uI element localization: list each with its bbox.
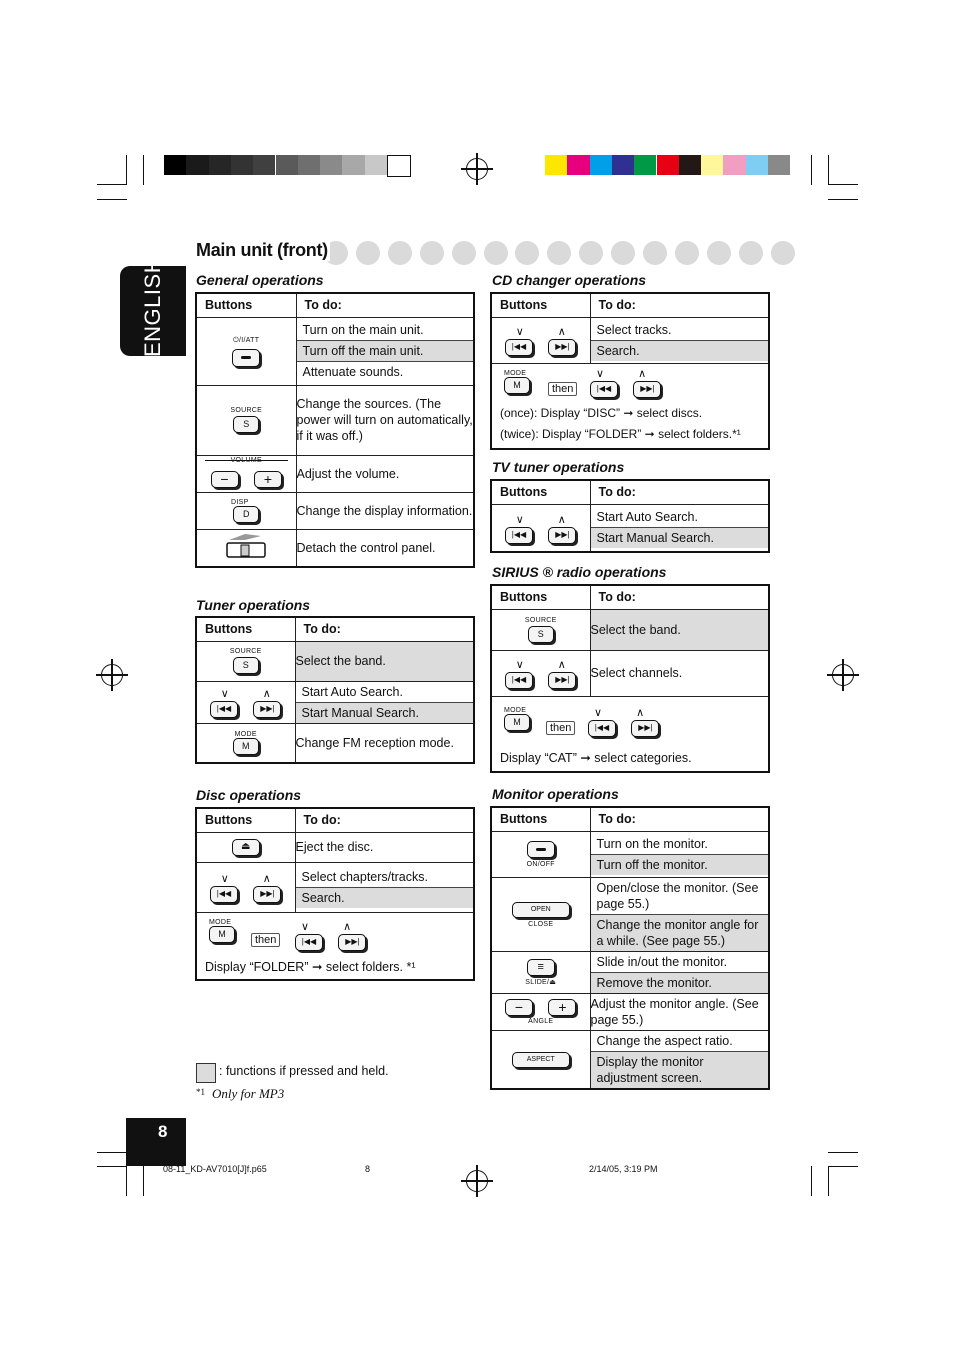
color-swatch [701,155,723,175]
decoration-circle [643,241,667,265]
color-swatch [723,155,745,175]
disp-button[interactable]: D [233,506,259,523]
next-track-button[interactable]: ▶▶| [548,339,576,356]
mode-button-label: MODE [209,918,232,926]
column-header-todo: To do: [295,617,474,641]
language-tab-edge [176,266,186,356]
crop-mark [97,1166,127,1167]
source-button-label: SOURCE [230,407,263,414]
footer-page: 8 [365,1164,371,1174]
power-button[interactable] [232,349,260,367]
monitor-aspect-button[interactable]: ASPECT [512,1052,570,1068]
crop-mark [126,1166,127,1196]
grey-swatch [387,155,411,177]
color-swatch [634,155,656,175]
general-disp-todo: Change the display information. [296,492,474,529]
mode-button[interactable]: M [504,714,530,731]
monitor-slide-todo: Remove the monitor. [591,972,769,993]
then-arrow: then [546,721,575,735]
language-tab-label: ENGLISH [140,256,165,357]
crop-mark [828,1166,829,1196]
volume-label: VOLUME [205,460,288,465]
chevron-down-icon: ∨ [220,688,229,700]
footer-file: 08-11_KD-AV7010[J]f.p65 [163,1164,267,1174]
chevron-down-icon: ∨ [220,873,229,885]
prev-track-button[interactable]: |◀◀ [588,720,616,737]
crop-mark [126,155,127,185]
crop-mark [828,184,858,185]
sirius-band-todo: Select the band. [590,609,769,650]
monitor-aspect-todo: Change the aspect ratio. [596,1033,733,1048]
decoration-circle [452,241,476,265]
close-label: CLOSE [528,921,554,928]
source-button-label: SOURCE [229,648,262,655]
press-hold-legend-swatch [196,1063,216,1083]
cd-skip-todo: Search. [591,340,769,361]
column-header-todo: To do: [590,480,769,504]
next-track-button[interactable]: ▶▶| [253,886,281,903]
eject-button[interactable]: ⏏ [232,839,260,856]
mode-button-label: MODE [504,369,527,377]
general-volume-todo: Adjust the volume. [296,455,474,492]
monitor-aspect-todo: Display the monitor adjustment screen. [591,1051,769,1088]
registration-mark [832,664,854,686]
source-button[interactable]: S [528,626,554,643]
column-header-buttons: Buttons [491,293,590,317]
column-header-buttons: Buttons [491,480,590,504]
tv-tuner-operations-table [490,479,770,553]
mode-button-label: MODE [504,706,527,714]
disc-eject-todo: Eject the disc. [295,832,474,862]
column-header-buttons: Buttons [491,585,590,609]
monitor-onoff-todo: Turn off the monitor. [591,854,769,875]
source-button[interactable]: S [233,416,259,433]
grey-swatch [276,155,298,175]
crop-mark [828,1166,858,1167]
column-header-buttons: Buttons [196,293,296,317]
column-header-todo: To do: [295,808,474,832]
decoration-circle [547,241,571,265]
decoration-circle [611,241,635,265]
registration-mark [466,158,488,180]
grey-swatch [164,155,186,175]
column-header-buttons: Buttons [491,807,590,831]
crop-mark [97,199,127,200]
chevron-up-icon: ∧ [262,873,271,885]
chevron-down-icon: ∨ [515,326,524,338]
power-button-label: ⏻/I/ATT [233,337,260,344]
column-header-todo: To do: [590,585,769,609]
volume-down-button[interactable]: − [211,471,239,488]
tuner-mode-todo: Change FM reception mode. [295,723,474,763]
general-source-todo: Change the sources. (The power will turn on automatically, if it was off.) [296,385,474,455]
column-header-buttons: Buttons [196,617,295,641]
crop-mark [97,1152,127,1153]
decoration-circle [420,241,444,265]
color-swatch [612,155,634,175]
general-operations-title: General operations [196,272,324,288]
decoration-circle [484,241,508,265]
sirius-channel-todo: Select channels. [590,650,769,696]
color-swatch [746,155,768,175]
press-hold-legend-text: : functions if pressed and held. [219,1064,389,1078]
decoration-circle [707,241,731,265]
detach-panel-icon[interactable] [223,530,269,562]
general-power-todo: Attenuate sounds. [297,361,474,382]
monitor-slide-todo: Slide in/out the monitor. [596,954,728,969]
cd-twice-note: (twice): Display “FOLDER” ➞ select folders.*¹ [500,426,741,441]
monitor-operations-table [490,806,770,1090]
crop-mark [143,155,144,185]
disc-operations-title: Disc operations [196,787,302,803]
monitor-open-button[interactable]: OPEN [512,902,570,918]
color-swatch [567,155,589,175]
grey-swatch [186,155,208,175]
tv-tuner-operations-title: TV tuner operations [492,459,625,475]
color-swatch [679,155,701,175]
decoration-circle [388,241,412,265]
page-number: 8 [158,1122,168,1141]
crop-mark [97,184,127,185]
page-title: Main unit (front) [196,240,328,260]
cd-changer-operations-table [490,292,770,450]
chevron-down-icon: ∨ [515,513,524,526]
chevron-up-icon: ∧ [557,513,566,526]
sirius-cat-note: Display “CAT” ➞ select categories. [500,750,692,765]
tv-search-todo: Start Auto Search. [596,510,698,525]
angle-label: ANGLE [528,1017,554,1025]
chevron-up-icon: ∧ [343,920,352,933]
monitor-onoff-button[interactable] [527,841,555,858]
registration-mark [466,1170,488,1192]
sirius-operations-table [490,584,770,773]
grey-swatch [342,155,364,175]
chevron-up-icon: ∧ [638,367,647,380]
angle-up-button[interactable]: + [548,999,576,1016]
cd-skip-todo: Select tracks. [596,322,672,337]
tuner-operations-table [195,616,475,764]
color-swatch [545,155,567,175]
angle-down-button[interactable]: − [505,999,533,1016]
general-detach-todo: Detach the control panel. [296,529,474,567]
crop-mark [811,155,812,185]
crop-mark [143,1166,144,1196]
registration-mark [101,664,123,686]
next-track-button[interactable]: ▶▶| [548,527,576,544]
grey-swatch [209,155,231,175]
color-swatch [768,155,790,175]
chevron-down-icon: ∨ [594,706,603,719]
chevron-down-icon: ∨ [301,920,310,933]
decoration-circle [739,241,763,265]
mode-button-label: MODE [234,730,257,738]
source-button-label: SOURCE [524,616,557,624]
monitor-onoff-todo: Turn on the monitor. [596,836,708,851]
slide-label: SLIDE/⏏ [525,978,557,986]
crop-mark [828,155,829,185]
column-header-buttons: Buttons [196,808,295,832]
decoration-circle [515,241,539,265]
chevron-down-icon: ∨ [515,659,524,671]
volume-up-button[interactable]: + [254,471,282,488]
prev-track-button[interactable]: |◀◀ [210,886,238,903]
minus-icon [536,848,546,851]
prev-track-button[interactable]: |◀◀ [590,381,618,398]
chevron-up-icon: ∧ [636,706,645,719]
column-header-todo: To do: [590,293,769,317]
tuner-search-todo: Start Manual Search. [296,702,474,723]
tv-search-todo: Start Manual Search. [591,527,769,548]
sirius-operations-title: SIRIUS ® radio operations [492,564,667,580]
next-track-button[interactable]: ▶▶| [633,381,661,398]
disc-skip-todo: Select chapters/tracks. [301,869,428,884]
disp-button-label: DISP [231,498,249,506]
next-track-button[interactable]: ▶▶| [253,701,281,718]
disc-folder-note: Display “FOLDER” ➞ select folders. *¹ [205,959,416,974]
grey-swatch [365,155,387,175]
footnote-text: Only for MP3 [212,1086,285,1101]
crop-mark [828,199,858,200]
general-operations-table [195,292,475,568]
cd-once-note: (once): Display “DISC” ➞ select discs. [500,405,703,420]
monitor-operations-title: Monitor operations [492,786,619,802]
page-number-box [126,1118,186,1166]
decoration-circle [579,241,603,265]
tuner-search-todo: Start Auto Search. [301,684,403,699]
next-track-button[interactable]: ▶▶| [548,672,576,689]
crop-mark [828,1152,858,1153]
color-swatch [657,155,679,175]
grey-swatch [253,155,275,175]
chevron-down-icon: ∨ [596,367,605,380]
monitor-angle-todo: Adjust the monitor angle. (See page 55.) [590,993,769,1030]
prev-track-button[interactable]: |◀◀ [295,934,323,951]
cd-changer-operations-title: CD changer operations [492,272,647,288]
footnote-mark: *1 [196,1087,205,1097]
monitor-slide-button[interactable]: ≡ [527,959,555,976]
monitor-open-todo: Open/close the monitor. (See page 55.) [596,880,759,911]
mode-button[interactable]: M [233,738,259,755]
chevron-up-icon: ∧ [262,688,271,700]
prev-track-button[interactable]: |◀◀ [505,527,533,544]
decoration-circle [356,241,380,265]
tuner-operations-title: Tuner operations [196,597,311,613]
general-power-todo: Turn on the main unit. [302,323,424,337]
chevron-up-icon: ∧ [557,659,566,671]
column-header-todo: To do: [590,807,769,831]
then-arrow: then [251,933,280,947]
decoration-circle [771,241,795,265]
mode-button[interactable]: M [504,377,530,394]
prev-track-button[interactable]: |◀◀ [210,701,238,718]
grey-swatch [298,155,320,175]
next-track-button[interactable]: ▶▶| [631,720,659,737]
color-swatch [590,155,612,175]
prev-track-button[interactable]: |◀◀ [505,339,533,356]
source-button[interactable]: S [233,657,259,674]
general-power-todo: Turn off the main unit. [297,340,474,361]
monitor-open-todo: Change the monitor angle for a while. (See page 55.) [591,914,769,951]
column-header-todo: To do: [296,293,474,317]
tuner-band-todo: Select the band. [295,641,474,681]
next-track-button[interactable]: ▶▶| [338,934,366,951]
crop-mark [811,1166,812,1196]
disc-skip-todo: Search. [296,887,474,908]
then-arrow: then [548,382,577,396]
decoration-circle [675,241,699,265]
footer-date: 2/14/05, 3:19 PM [589,1164,658,1174]
onoff-label: ON/OFF [526,860,555,868]
disc-operations-table [195,807,475,981]
prev-track-button[interactable]: |◀◀ [505,672,533,689]
chevron-up-icon: ∧ [557,326,566,338]
grey-swatch [231,155,253,175]
grey-swatch [320,155,342,175]
minus-icon [241,356,251,359]
mode-button[interactable]: M [209,926,235,943]
